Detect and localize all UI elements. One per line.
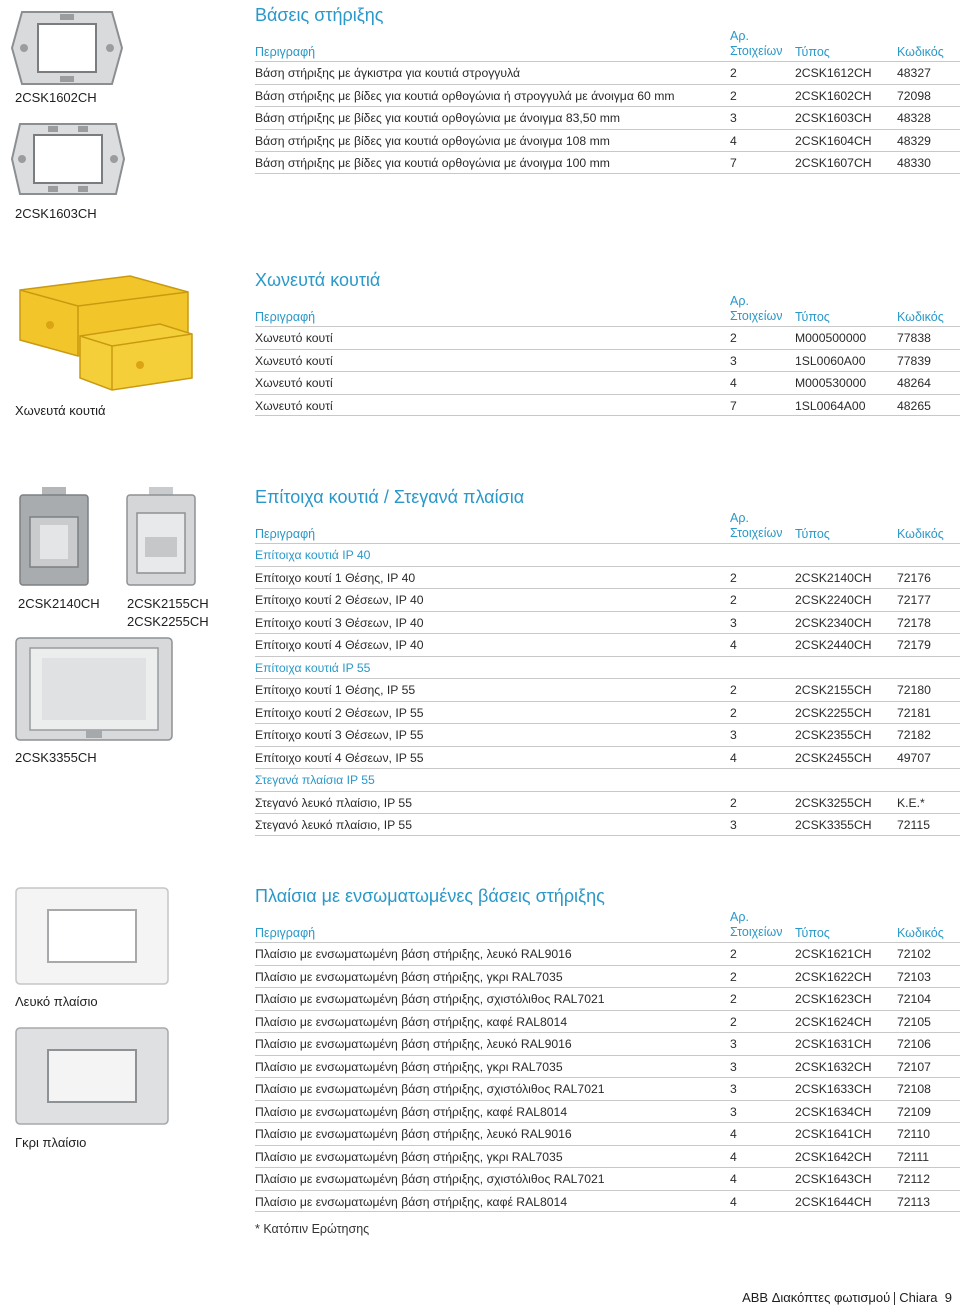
cell-count: 4 xyxy=(730,376,737,390)
cell-type: 2CSK1641CH xyxy=(795,1127,872,1141)
cell-count: 4 xyxy=(730,1149,737,1164)
section-flush-boxes xyxy=(255,270,960,416)
cell-description: Πλαίσιο με ενσωματωμένη βάση στήριξης, καφέ RAL8014 xyxy=(255,1194,568,1209)
cell-description: Πλαίσιο με ενσωματωμένη βάση στήριξης, σχιστόλιθος RAL7021 xyxy=(255,1082,605,1096)
group-heading xyxy=(255,656,960,679)
table-row xyxy=(255,701,960,724)
col-desc-header: Περιγραφή xyxy=(255,926,316,940)
table-row xyxy=(255,746,960,769)
cell-description: Χωνευτό κουτί xyxy=(255,353,333,368)
cell-count: 2 xyxy=(730,88,737,103)
cell-count: 4 xyxy=(730,133,737,148)
table-row xyxy=(255,813,960,836)
cell-code: 48330 xyxy=(897,156,931,170)
cell-code: 72113 xyxy=(897,1194,930,1209)
section-frames xyxy=(255,886,960,1212)
table-row xyxy=(255,588,960,611)
cell-code: 48329 xyxy=(897,133,931,148)
group-heading xyxy=(255,768,960,791)
cell-type: 2CSK2440CH xyxy=(795,638,872,652)
table-row xyxy=(255,678,960,701)
cell-code: 48328 xyxy=(897,111,931,125)
cell-count: 4 xyxy=(730,1194,737,1209)
cell-code: 77839 xyxy=(897,353,931,368)
product-image-2csk1603ch xyxy=(8,120,128,203)
cell-description: Πλαίσιο με ενσωματωμένη βάση στήριξης, γκρι RAL7035 xyxy=(255,969,563,984)
cell-description: Πλαίσιο με ενσωματωμένη βάση στήριξης, λευκό RAL9016 xyxy=(255,1127,572,1141)
cell-type: M000500000 xyxy=(795,331,867,345)
cell-type: 2CSK3255CH xyxy=(795,795,872,810)
cell-count: 3 xyxy=(730,353,737,368)
cell-description: Στεγανό λευκό πλαίσιο, IP 55 xyxy=(255,818,412,832)
section-title: Επίτοιχα κουτιά / Στεγανά πλαίσια xyxy=(255,487,525,507)
cell-type: 2CSK2355CH xyxy=(795,728,872,742)
cell-count: 2 xyxy=(730,570,737,585)
cell-count: 3 xyxy=(730,1082,737,1096)
table-row xyxy=(255,371,960,394)
label-2csk1602ch: 2CSK1602CH xyxy=(15,90,97,105)
footer-page-number: 9 xyxy=(944,1290,952,1305)
table-row xyxy=(255,394,960,417)
cell-description: Βάση στήριξης με άγκιστρα για κουτιά στρογγυλά xyxy=(255,66,521,80)
cell-description: Πλαίσιο με ενσωματωμένη βάση στήριξης, καφέ RAL8014 xyxy=(255,1104,568,1119)
table-row xyxy=(255,326,960,349)
cell-code: 48265 xyxy=(897,398,931,413)
product-image-grey-frame xyxy=(14,1026,170,1131)
cell-type: 2CSK1621CH xyxy=(795,947,872,961)
col-type-header: Τύπος xyxy=(795,527,830,541)
table-header xyxy=(255,513,960,543)
cell-description: Βάση στήριξης με βίδες για κουτιά ορθογώνια ή στρογγυλά με άνοιγμα 60 mm xyxy=(255,88,675,103)
cell-count: 2 xyxy=(730,593,737,607)
cell-description: Επίτοιχο κουτί 3 Θέσεων, IP 40 xyxy=(255,615,424,630)
label-grey-frame: Γκρι πλαίσιο xyxy=(15,1135,87,1150)
cell-count: 7 xyxy=(730,156,737,170)
cell-code: 72178 xyxy=(897,615,931,630)
cell-type: 1SL0060A00 xyxy=(795,353,866,368)
col-desc-header: Περιγραφή xyxy=(255,527,316,541)
cell-type: M000530000 xyxy=(795,376,867,390)
footer-series: Chiara xyxy=(899,1290,938,1305)
cell-description: Πλαίσιο με ενσωματωμένη βάση στήριξης, σχιστόλιθος RAL7021 xyxy=(255,992,605,1006)
section-surface-boxes xyxy=(255,487,960,836)
col-num-header: Αρ. Στοιχείων xyxy=(730,511,783,540)
table-row xyxy=(255,1077,960,1100)
cell-type: 2CSK3355CH xyxy=(795,818,872,832)
label-2csk1603ch: 2CSK1603CH xyxy=(15,206,97,221)
group-heading-label: Στεγανά πλαίσια IP 55 xyxy=(255,773,375,787)
section-title: Χωνευτά κουτιά xyxy=(255,270,381,290)
cell-count: 2 xyxy=(730,795,737,810)
cell-description: Χωνευτό κουτί xyxy=(255,376,333,390)
cell-code: 72098 xyxy=(897,88,931,103)
col-num-header: Αρ. Στοιχείων xyxy=(730,294,783,323)
cell-description: Βάση στήριξης με βίδες για κουτιά ορθογώνια με άνοιγμα 83,50 mm xyxy=(255,111,621,125)
table-header xyxy=(255,296,960,326)
cell-code: 72111 xyxy=(897,1149,930,1164)
table-row xyxy=(255,349,960,372)
cell-description: Πλαίσιο με ενσωματωμένη βάση στήριξης, λευκό RAL9016 xyxy=(255,947,572,961)
group-heading-label: Επίτοιχα κουτιά IP 40 xyxy=(255,548,371,562)
cell-count: 3 xyxy=(730,1059,737,1074)
cell-type: 2CSK2155CH xyxy=(795,683,872,697)
cell-type: 2CSK1612CH xyxy=(795,66,872,80)
col-code-header: Κωδικός xyxy=(897,45,944,59)
col-type-header: Τύπος xyxy=(795,310,830,324)
table-row xyxy=(255,987,960,1010)
table-row xyxy=(255,791,960,814)
cell-description: Πλαίσιο με ενσωματωμένη βάση στήριξης, καφέ RAL8014 xyxy=(255,1014,568,1029)
col-desc-header: Περιγραφή xyxy=(255,45,316,59)
cell-count: 4 xyxy=(730,638,737,652)
col-code-header: Κωδικός xyxy=(897,310,944,324)
cell-code: 77838 xyxy=(897,331,931,345)
cell-code: 49707 xyxy=(897,750,931,765)
cell-code: 72103 xyxy=(897,969,931,984)
table-row xyxy=(255,151,960,174)
table-row xyxy=(255,942,960,965)
cell-code: 72104 xyxy=(897,992,931,1006)
cell-description: Πλαίσιο με ενσωματωμένη βάση στήριξης, λευκό RAL9016 xyxy=(255,1037,572,1051)
cell-description: Επίτοιχο κουτί 4 Θέσεων, IP 40 xyxy=(255,638,424,652)
table-row xyxy=(255,61,960,84)
cell-code: Κ.Ε.* xyxy=(897,795,925,810)
cell-type: 2CSK1622CH xyxy=(795,969,872,984)
table-row xyxy=(255,566,960,589)
cell-code: 72105 xyxy=(897,1014,931,1029)
table-row xyxy=(255,965,960,988)
table-row xyxy=(255,1145,960,1168)
cell-count: 3 xyxy=(730,1037,737,1051)
cell-type: 2CSK1632CH xyxy=(795,1059,872,1074)
col-code-header: Κωδικός xyxy=(897,527,944,541)
table-row xyxy=(255,1190,960,1213)
cell-type: 2CSK1607CH xyxy=(795,156,872,170)
cell-code: 72179 xyxy=(897,638,931,652)
col-type-header: Τύπος xyxy=(795,926,830,940)
cell-count: 4 xyxy=(730,1172,737,1186)
cell-count: 2 xyxy=(730,1014,737,1029)
cell-code: 72112 xyxy=(897,1172,930,1186)
footer-separator xyxy=(894,1292,895,1305)
cell-count: 3 xyxy=(730,1104,737,1119)
cell-code: 72106 xyxy=(897,1037,931,1051)
section-mounting-bases xyxy=(255,5,960,174)
cell-type: 2CSK1634CH xyxy=(795,1104,872,1119)
col-code-header: Κωδικός xyxy=(897,926,944,940)
label-2csk2255ch: 2CSK2255CH xyxy=(127,614,209,629)
cell-code: 72109 xyxy=(897,1104,931,1119)
cell-count: 2 xyxy=(730,331,737,345)
cell-type: 2CSK1603CH xyxy=(795,111,872,125)
product-image-flush-boxes xyxy=(10,270,195,400)
cell-description: Χωνευτό κουτί xyxy=(255,331,333,345)
product-image-2csk2155ch xyxy=(125,487,197,592)
table-row xyxy=(255,1122,960,1145)
col-type-header: Τύπος xyxy=(795,45,830,59)
cell-description: Βάση στήριξης με βίδες για κουτιά ορθογώνια με άνοιγμα 100 mm xyxy=(255,156,610,170)
cell-description: Πλαίσιο με ενσωματωμένη βάση στήριξης, σχιστόλιθος RAL7021 xyxy=(255,1172,605,1186)
table-row xyxy=(255,84,960,107)
col-desc-header: Περιγραφή xyxy=(255,310,316,324)
cell-type: 2CSK2240CH xyxy=(795,593,872,607)
cell-type: 2CSK1643CH xyxy=(795,1172,872,1186)
cell-type: 2CSK1624CH xyxy=(795,1014,872,1029)
cell-type: 2CSK1604CH xyxy=(795,133,872,148)
cell-type: 2CSK2340CH xyxy=(795,615,872,630)
cell-description: Επίτοιχο κουτί 2 Θέσεων, IP 55 xyxy=(255,705,424,720)
table-row xyxy=(255,1032,960,1055)
cell-type: 2CSK1602CH xyxy=(795,88,872,103)
table-row xyxy=(255,1167,960,1190)
col-num-header: Αρ. Στοιχείων xyxy=(730,910,783,939)
table-row xyxy=(255,1100,960,1123)
cell-description: Επίτοιχο κουτί 1 Θέσης, IP 55 xyxy=(255,683,416,697)
cell-code: 72110 xyxy=(897,1127,930,1141)
product-image-2csk3355ch xyxy=(14,636,174,747)
cell-code: 48264 xyxy=(897,376,931,390)
cell-count: 2 xyxy=(730,705,737,720)
cell-description: Επίτοιχο κουτί 2 Θέσεων, IP 40 xyxy=(255,593,424,607)
table-body xyxy=(255,543,960,836)
cell-description: Πλαίσιο με ενσωματωμένη βάση στήριξης, γκρι RAL7035 xyxy=(255,1059,563,1074)
section-title: Βάσεις στήριξης xyxy=(255,5,384,25)
cell-description: Επίτοιχο κουτί 1 Θέσης, IP 40 xyxy=(255,570,416,585)
cell-count: 4 xyxy=(730,1127,737,1141)
table-row xyxy=(255,611,960,634)
cell-code: 72177 xyxy=(897,593,931,607)
cell-count: 3 xyxy=(730,818,737,832)
cell-count: 2 xyxy=(730,947,737,961)
cell-count: 2 xyxy=(730,683,737,697)
cell-description: Στεγανό λευκό πλαίσιο, IP 55 xyxy=(255,795,412,810)
cell-count: 4 xyxy=(730,750,737,765)
cell-type: 2CSK2140CH xyxy=(795,570,872,585)
cell-code: 72182 xyxy=(897,728,931,742)
label-flush-boxes: Χωνευτά κουτιά xyxy=(15,403,106,418)
cell-code: 72107 xyxy=(897,1059,931,1074)
cell-description: Βάση στήριξης με βίδες για κουτιά ορθογώνια με άνοιγμα 108 mm xyxy=(255,133,610,148)
group-heading-label: Επίτοιχα κουτιά IP 55 xyxy=(255,660,371,675)
table-row xyxy=(255,106,960,129)
cell-count: 2 xyxy=(730,992,737,1006)
cell-type: 2CSK2255CH xyxy=(795,705,872,720)
cell-description: Πλαίσιο με ενσωματωμένη βάση στήριξης, γκρι RAL7035 xyxy=(255,1149,563,1164)
table-header xyxy=(255,31,960,61)
cell-code: 72176 xyxy=(897,570,931,585)
label-2csk2155ch: 2CSK2155CH xyxy=(127,596,209,611)
footer-brand: ABB Διακόπτες φωτισμού xyxy=(742,1290,891,1305)
cell-count: 2 xyxy=(730,66,737,80)
cell-type: 2CSK1644CH xyxy=(795,1194,872,1209)
col-num-header: Αρ. Στοιχείων xyxy=(730,29,783,58)
cell-code: 72181 xyxy=(897,705,931,720)
footnote: * Κατόπιν Ερώτησης xyxy=(255,1222,370,1236)
product-image-white-frame xyxy=(14,886,170,991)
table-body xyxy=(255,326,960,416)
cell-description: Επίτοιχο κουτί 3 Θέσεων, IP 55 xyxy=(255,728,424,742)
table-row xyxy=(255,633,960,656)
cell-type: 2CSK1633CH xyxy=(795,1082,872,1096)
table-row xyxy=(255,129,960,152)
cell-type: 2CSK1631CH xyxy=(795,1037,872,1051)
cell-count: 7 xyxy=(730,398,737,413)
product-image-2csk2140ch xyxy=(18,487,90,592)
cell-code: 72102 xyxy=(897,947,931,961)
table-row xyxy=(255,1055,960,1078)
cell-code: 72180 xyxy=(897,683,931,697)
table-body xyxy=(255,942,960,1212)
table-header xyxy=(255,912,960,942)
table-row xyxy=(255,1010,960,1033)
page-footer xyxy=(742,1290,952,1305)
cell-type: 2CSK1623CH xyxy=(795,992,872,1006)
section-title: Πλαίσια με ενσωματωμένες βάσεις στήριξης xyxy=(255,886,605,906)
cell-description: Χωνευτό κουτί xyxy=(255,398,333,413)
cell-code: 48327 xyxy=(897,66,931,80)
cell-count: 3 xyxy=(730,615,737,630)
table-row xyxy=(255,723,960,746)
cell-type: 2CSK1642CH xyxy=(795,1149,872,1164)
cell-count: 3 xyxy=(730,111,737,125)
cell-code: 72115 xyxy=(897,818,930,832)
table-body xyxy=(255,61,960,174)
cell-type: 1SL0064A00 xyxy=(795,398,866,413)
cell-description: Επίτοιχο κουτί 4 Θέσεων, IP 55 xyxy=(255,750,424,765)
cell-code: 72108 xyxy=(897,1082,931,1096)
group-heading xyxy=(255,543,960,566)
label-2csk2140ch: 2CSK2140CH xyxy=(18,596,100,611)
label-white-frame: Λευκό πλαίσιο xyxy=(15,994,98,1009)
cell-count: 2 xyxy=(730,969,737,984)
product-image-2csk1602ch xyxy=(8,8,126,93)
cell-type: 2CSK2455CH xyxy=(795,750,872,765)
cell-count: 3 xyxy=(730,728,737,742)
label-2csk3355ch: 2CSK3355CH xyxy=(15,750,97,765)
